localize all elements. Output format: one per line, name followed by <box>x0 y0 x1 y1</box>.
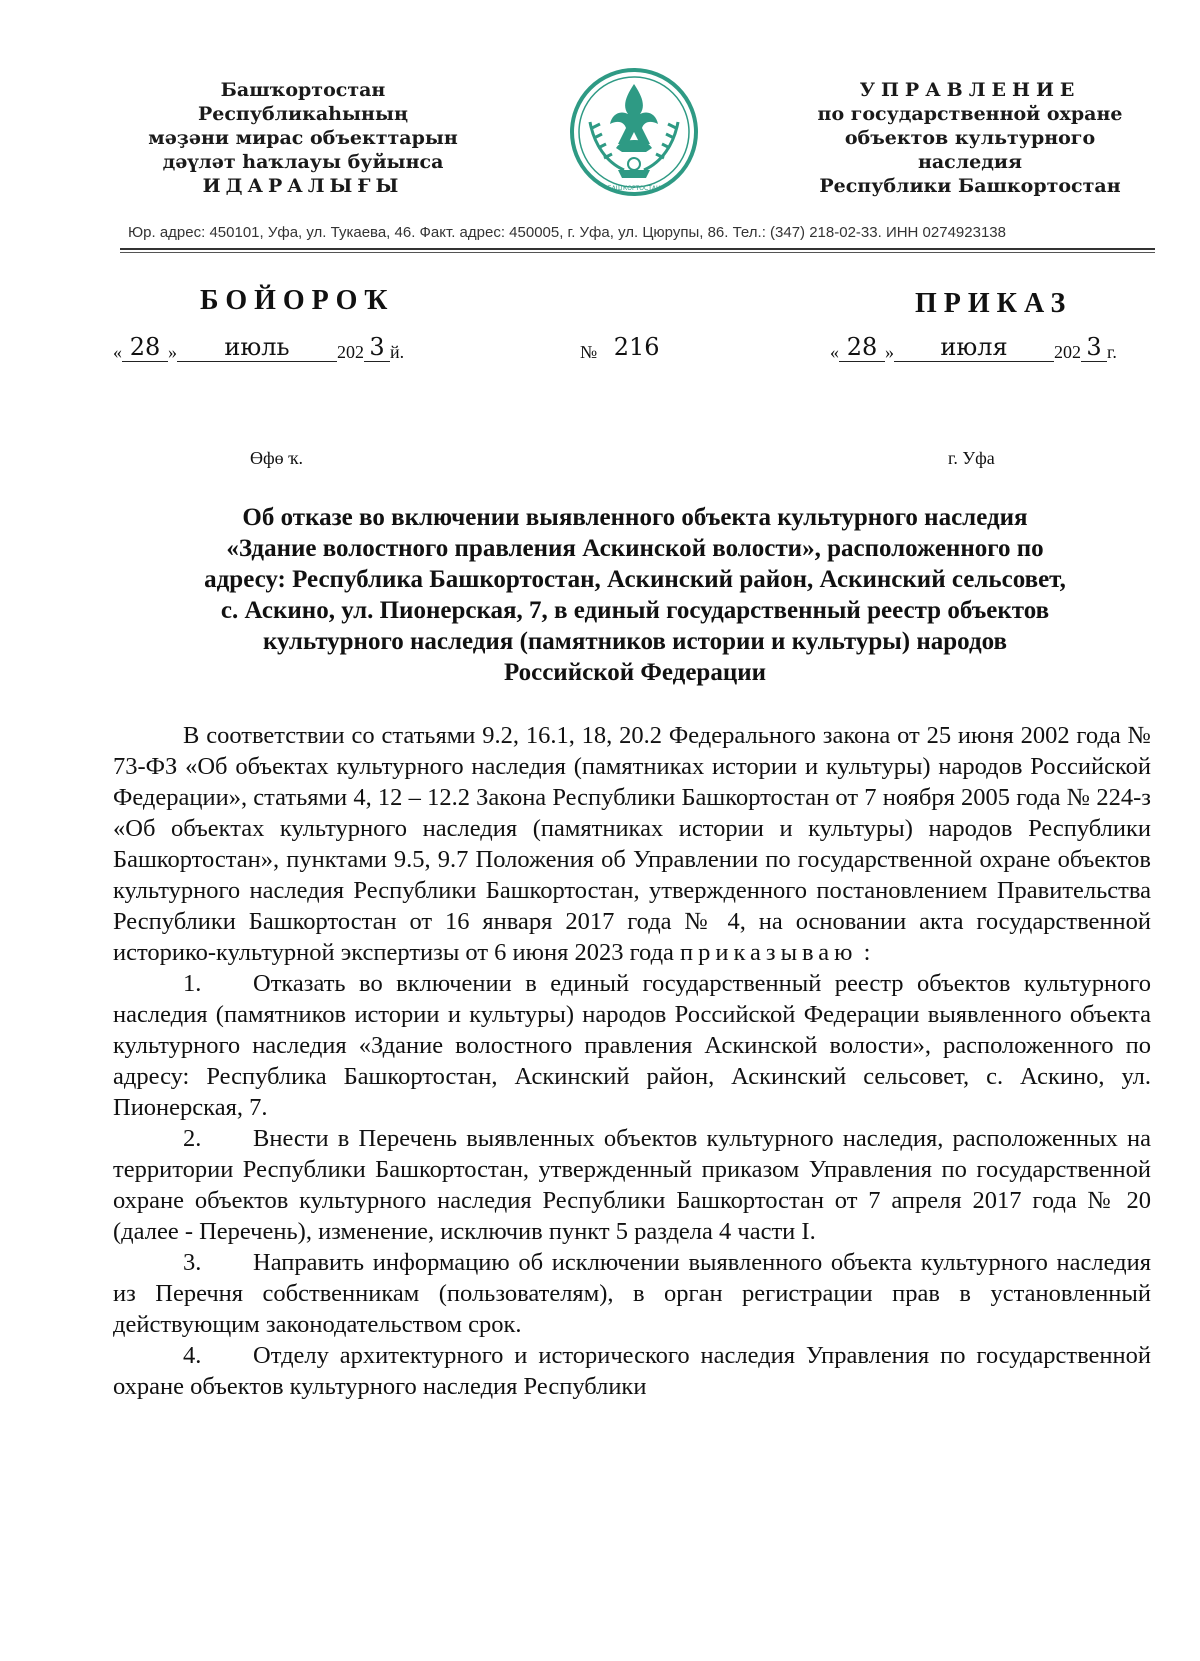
city-bashkir: Өфө ҡ. <box>250 448 303 468</box>
header-divider-thin <box>120 252 1155 253</box>
date-left-year-digit: 3 <box>364 333 390 362</box>
order-subject <box>110 502 1160 688</box>
order-colon: : <box>857 939 871 966</box>
item-text: Отделу архитектурного и исторического наследия Управления по государственной охране объектов культурного наследия Республики <box>113 1342 1151 1400</box>
number-value: 216 <box>613 333 660 361</box>
date-left-close-quote: » <box>168 342 177 362</box>
city-russian: г. Уфа <box>948 448 995 468</box>
date-left-suffix: й. <box>390 342 405 362</box>
header-right-line-1: УПРАВЛЕНИЕ <box>859 79 1081 101</box>
date-right-year-digit: 3 <box>1081 333 1107 362</box>
subject-line-6: Российской Федерации <box>503 659 767 686</box>
header-right-russian <box>790 78 1150 198</box>
date-left-year-prefix: 202 <box>337 342 364 362</box>
item-number: 2. <box>183 1125 202 1152</box>
order-item-1 <box>113 968 1151 1123</box>
date-left-open-quote: « <box>113 342 122 362</box>
date-right-suffix: г. <box>1107 342 1117 362</box>
header-left-bashkir <box>118 78 488 198</box>
date-right-close-quote: » <box>885 342 894 362</box>
item-number: 3. <box>183 1249 202 1276</box>
preamble-paragraph <box>113 720 1151 968</box>
order-body <box>113 720 1151 1402</box>
subject-line-3: адресу: Республика Башкортостан, Аскинский район, Аскинский сельсовет, <box>204 566 1066 593</box>
subject-line-5: культурного наследия (памятников истории и культуры) народов <box>262 628 1007 655</box>
coat-of-arms-emblem <box>568 66 700 202</box>
preamble-text: В соответствии со статьями 9.2, 16.1, 18, 20.2 Федерального закона от 25 июня 2002 года № 73-ФЗ «Об объектах культурного наследия (памятниках истории и культуры) народов Российской Федерации», статьями 4, 12 – 12.2 Закона Республики Башкортостан от 7 ноября 2005 года № 224-з «Об объектах культурного наследия (памятниках истории и культуры) народов Республики Башкортостан», пунктами 9.5, 9.7 Положения об Управлении по государственной охране объектов культурного наследия Республики Башкортостан, утвержденного постановлением Правительства Республики Башкортостан от 16 января 2017 года № 4, на основании акта государственной историко-культурной экспертизы от 6 июня 2023 года <box>113 722 1151 966</box>
date-right-month: июля <box>894 333 1054 362</box>
header-divider <box>120 248 1155 250</box>
date-left-month: июль <box>177 333 337 362</box>
item-text: Отказать во включении в единый государственный реестр объектов культурного наследия (памятников истории и культуры) народов Российской Федерации выявленного объекта культурного наследия «Здание волостного правления Аскинской волости», расположенного по адресу: Республика Башкортостан, Аскинский район, Аскинский сельсовет, с. Аскино, ул. Пионерская, 7. <box>113 970 1151 1121</box>
date-left-day: 28 <box>122 333 168 362</box>
subject-line-4: с. Аскино, ул. Пионерская, 7, в единый государственный реестр объектов <box>220 597 1050 624</box>
item-number: 1. <box>183 970 202 997</box>
order-number <box>580 333 660 364</box>
header-right-line-2: по государственной охране <box>817 103 1123 125</box>
date-right-year-prefix: 202 <box>1054 342 1081 362</box>
header-left-line-4: ИДАРАЛЫҒЫ <box>202 175 404 197</box>
order-item-2 <box>113 1123 1151 1247</box>
order-word: приказываю <box>680 939 858 966</box>
order-item-3 <box>113 1247 1151 1340</box>
date-russian <box>830 333 1117 365</box>
header-left-line-1: Башҡортостан Республикаһының <box>197 79 409 125</box>
emblem-caption: БАШҠОРТОСТАН <box>607 185 661 192</box>
doc-title-bashkir: БОЙОРОҠ <box>200 285 395 316</box>
doc-title-russian: ПРИКАЗ <box>915 288 1073 319</box>
number-label: № <box>580 342 598 362</box>
order-item-4 <box>113 1340 1151 1402</box>
item-number: 4. <box>183 1342 202 1369</box>
header-right-line-4: Республики Башкортостан <box>819 175 1121 197</box>
item-text: Направить информацию об исключении выявленного объекта культурного наследия из Перечня собственникам (пользователям), в орган регистрации прав в установленный действующим законодательством срок. <box>113 1249 1151 1338</box>
header-left-line-3: дәүләт һаҡлауы буйынса <box>162 151 444 173</box>
subject-line-1: Об отказе во включении выявленного объекта культурного наследия <box>242 504 1028 531</box>
subject-line-2: «Здание волостного правления Аскинской волости», расположенного по <box>226 535 1044 562</box>
header-left-line-2: мәҙәни мирас объекттарын <box>148 127 458 149</box>
date-right-open-quote: « <box>830 342 839 362</box>
item-text: Внести в Перечень выявленных объектов культурного наследия, расположенных на территории Республики Башкортостан, утвержденный приказом Управления по государственной охране объектов культурного наследия Республики Башкортостан от 7 апреля 2017 года № 20 (далее - Перечень), изменение, исключив пункт 5 раздела 4 части I. <box>113 1125 1151 1245</box>
address-line: Юр. адрес: 450101, Уфа, ул. Тукаева, 46. Факт. адрес: 450005, г. Уфа, ул. Цюрупы, 86. Тел.: (347) 218-02-33. ИНН 0274923138 <box>128 224 1006 241</box>
date-bashkir <box>113 333 405 365</box>
header-right-line-3: объектов культурного наследия <box>844 127 1096 173</box>
date-right-day: 28 <box>839 333 885 362</box>
